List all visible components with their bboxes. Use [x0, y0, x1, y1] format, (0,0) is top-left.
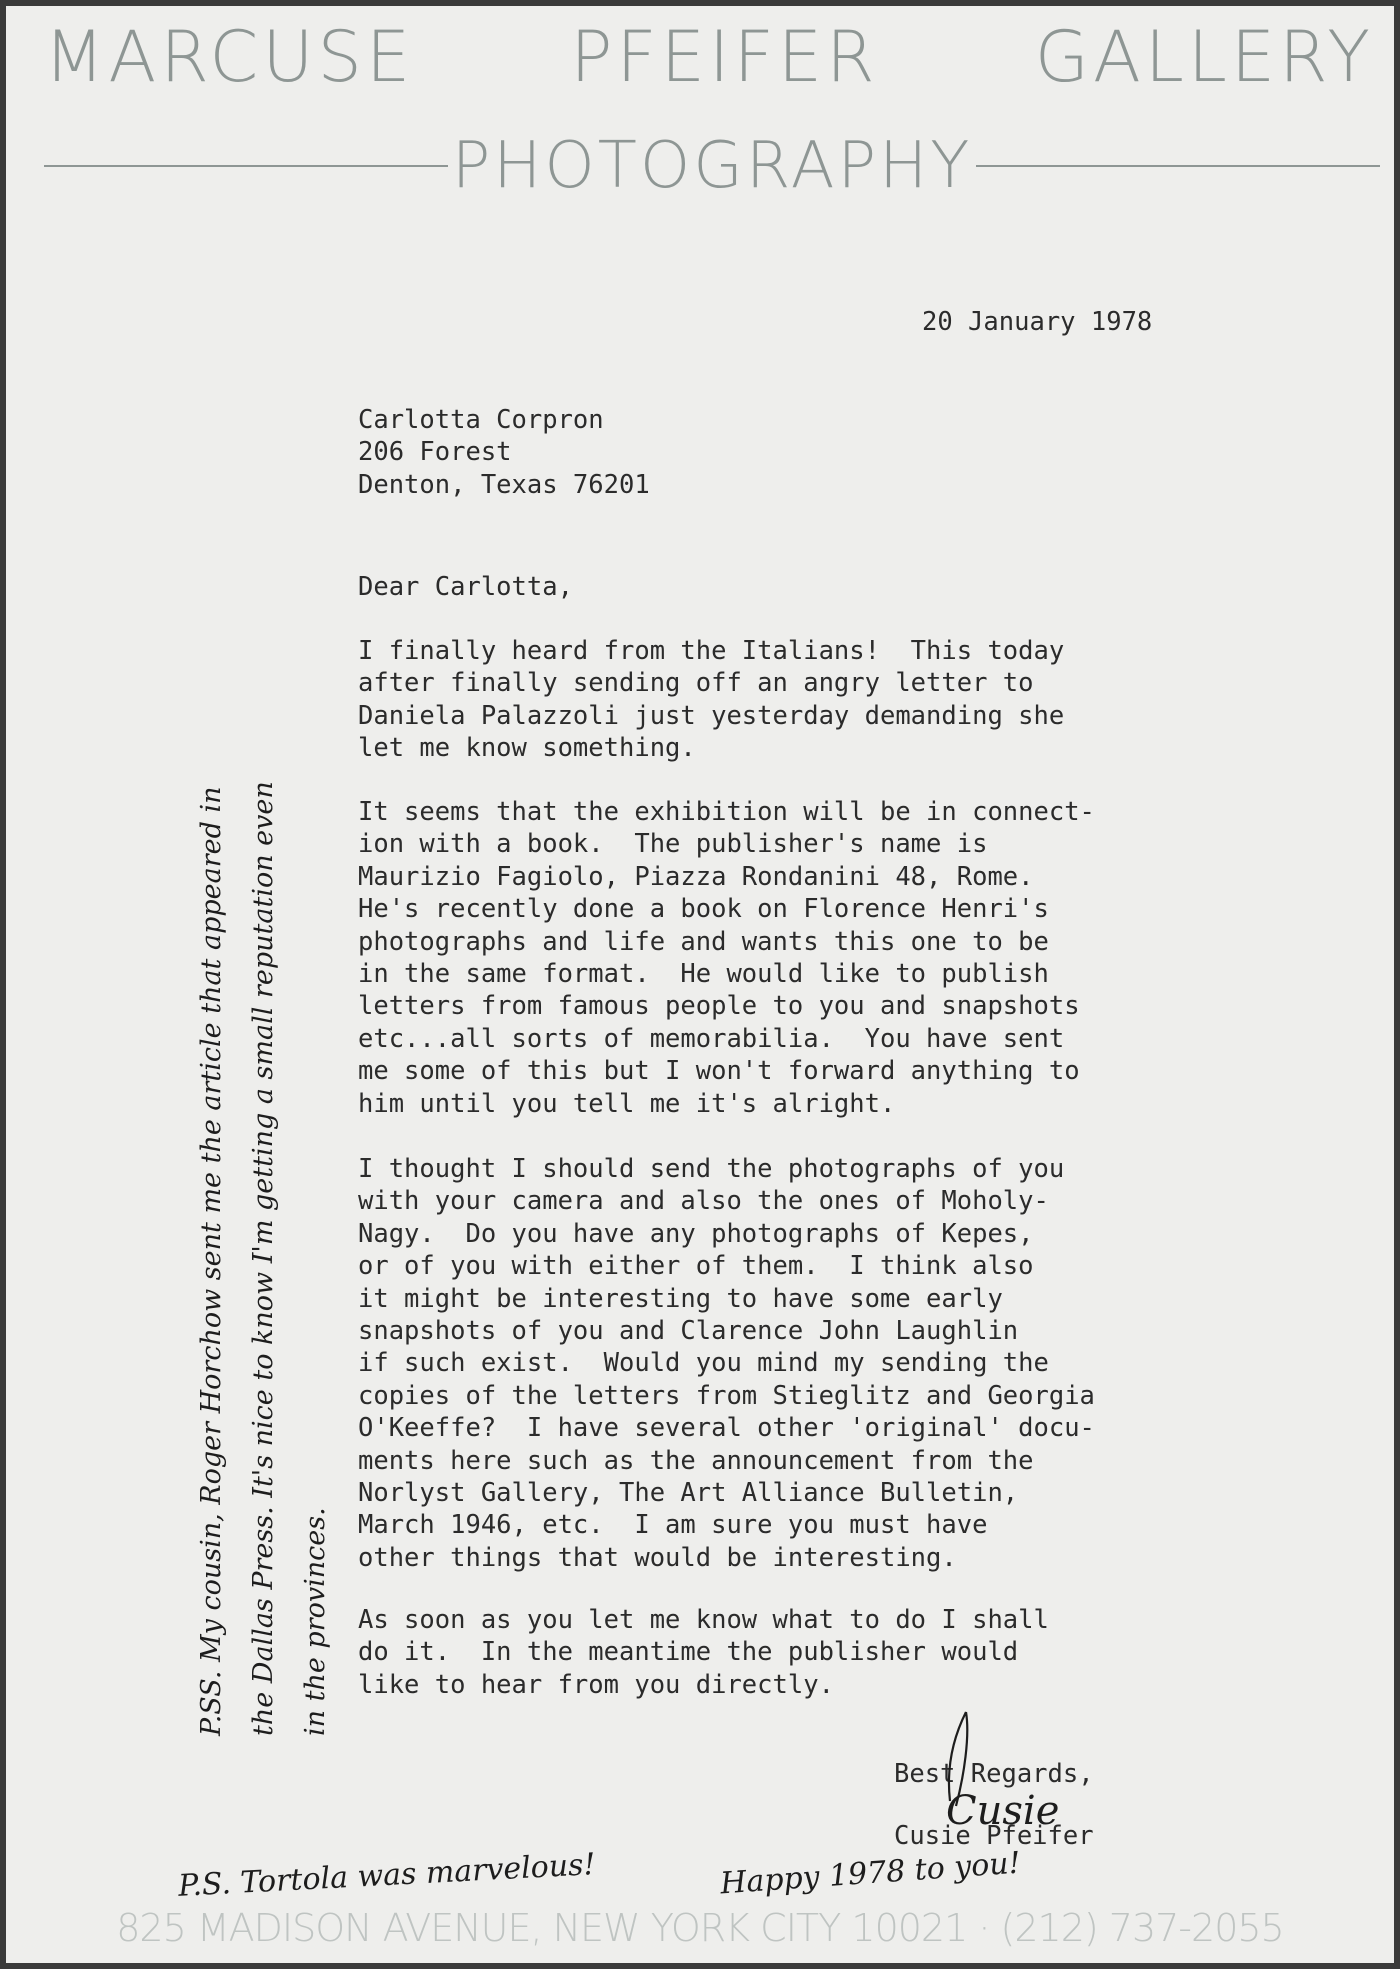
letterhead-title	[44, 16, 1374, 98]
margin-postscript	[186, 781, 342, 1736]
paragraph-2	[358, 796, 1095, 1120]
paragraph-line: let me know something.	[358, 733, 696, 764]
paragraph-line: photographs and life and wants this one to be	[358, 926, 1049, 957]
letter-page	[6, 6, 1394, 1963]
paragraph-line: other things that would be interesting.	[358, 1542, 957, 1573]
paragraph-line: ion with a book. The publisher's name is	[358, 829, 988, 860]
postscript-happy-new-year: Happy 1978 to you!	[719, 1845, 1022, 1902]
paragraph-line: March 1946, etc. I am sure you must have	[358, 1510, 988, 1541]
salutation: Dear Carlotta,	[358, 572, 573, 602]
paragraph-line: O'Keeffe? I have several other 'original' docu-	[358, 1413, 1095, 1444]
paragraph-4	[358, 1604, 1049, 1701]
recipient-street: 206 Forest	[358, 437, 512, 468]
letterhead-rule-right	[976, 165, 1380, 167]
margin-line: the Dallas Press. It's nice to know I'm getting a small reputation even	[248, 781, 279, 1736]
recipient-city: Denton, Texas 76201	[358, 469, 650, 500]
paragraph-line: Maurizio Fagiolo, Piazza Rondanini 48, Rome.	[358, 861, 1034, 892]
paragraph-line: in the same format. He would like to publish	[358, 959, 1049, 990]
paragraph-3	[358, 1153, 1095, 1574]
paragraph-line: I thought I should send the photographs of you	[358, 1154, 1065, 1184]
paragraph-line: snapshots of you and Clarence John Laughlin	[358, 1316, 1019, 1347]
paragraph-line: if such exist. Would you mind my sending the	[358, 1348, 1049, 1379]
paragraph-line: Nagy. Do you have any photographs of Kepes,	[358, 1218, 1034, 1249]
paragraph-line: him until you tell me it's alright.	[358, 1088, 896, 1119]
paragraph-line: do it. In the meantime the publisher would	[358, 1637, 1019, 1668]
letterhead-subtitle-row	[44, 129, 1380, 203]
paragraph-line: with your camera and also the ones of Moholy-	[358, 1186, 1049, 1217]
closing: Best Regards,	[894, 1759, 1094, 1789]
paragraph-line: or of you with either of them. I think also	[358, 1251, 1034, 1282]
paragraph-line: like to hear from you directly.	[358, 1669, 834, 1700]
recipient-address	[358, 404, 650, 501]
letter-date: 20 January 1978	[922, 307, 1153, 337]
paragraph-line: it might be interesting to have some early	[358, 1283, 1003, 1314]
letterhead-word-pfeifer: PFEIFER	[570, 16, 879, 98]
postscript-tortola: P.S. Tortola was marvelous!	[177, 1847, 597, 1904]
paragraph-line: copies of the letters from Stieglitz and Georgia	[358, 1380, 1095, 1411]
letterhead-subtitle: PHOTOGRAPHY	[451, 129, 973, 203]
paragraph-line: ments here such as the announcement from the	[358, 1445, 1034, 1476]
paragraph-line: As soon as you let me know what to do I shall	[358, 1605, 1049, 1635]
paragraph-line: me some of this but I won't forward anything to	[358, 1056, 1080, 1087]
paragraph-line: He's recently done a book on Florence Henri's	[358, 894, 1049, 925]
paragraph-line: It seems that the exhibition will be in connect-	[358, 797, 1095, 827]
paragraph-line: letters from famous people to you and snapshots	[358, 991, 1080, 1022]
letterhead-rule-left	[44, 165, 448, 167]
margin-line: in the provinces.	[300, 1507, 331, 1736]
paragraph-line: after finally sending off an angry letter to	[358, 668, 1034, 699]
letterhead-word-marcuse: MARCUSE	[44, 16, 415, 98]
paragraph-line: Daniela Palazzoli just yesterday demanding she	[358, 700, 1065, 731]
recipient-name: Carlotta Corpron	[358, 405, 604, 435]
letterhead-word-gallery: GALLERY	[1034, 16, 1374, 98]
margin-line: P.SS. My cousin, Roger Horchow sent me the article that appeared in	[196, 786, 227, 1736]
letterhead-footer-address: 825 MADISON AVENUE, NEW YORK CITY 10021 · (212) 737-2055	[116, 1906, 1284, 1950]
paragraph-line: Norlyst Gallery, The Art Alliance Bulletin,	[358, 1478, 1019, 1509]
paragraph-line: etc...all sorts of memorabilia. You have sent	[358, 1023, 1065, 1054]
handwritten-signature: Cusie	[946, 1788, 1060, 1834]
typed-signature: Cusie Pfeifer	[894, 1821, 1094, 1851]
paragraph-line: I finally heard from the Italians! This today	[358, 636, 1065, 666]
paragraph-1	[358, 635, 1064, 765]
